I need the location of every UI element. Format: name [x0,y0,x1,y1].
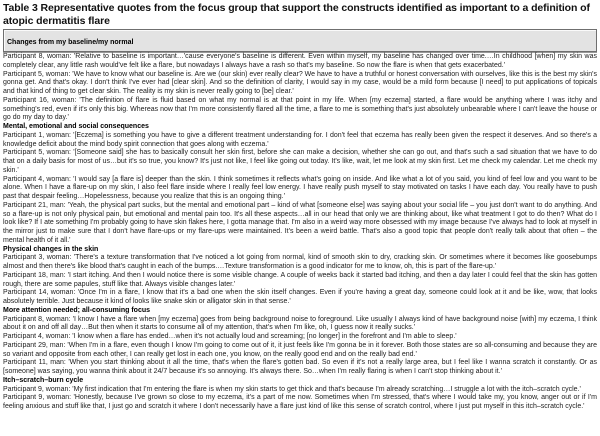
participant-quote: Participant 29, man: 'When I'm in a flare, even though I know I'm going to come out of it, it just feels like I'm gonna be in it forever. Both those states are so all-consuming and because they are so variant and opposite from each other, I can really get lost in each one, you know, on the really good end and on the really bad end.' [3,341,597,358]
section-heading: Mental, emotional and social consequences [3,123,149,130]
table-title: Table 3 Representative quotes from the focus group that support the constructs identified as important to a definition of atopic dermatitis flare [3,2,590,27]
participant-quote: Participant 1, woman: '[Eczema] is something you have to give a different treatment understanding for. I don't feel that eczema has really been given the respect it deserves. And so there's a knowledge deficit about the mind body spirit connection that goes along with eczema.' [3,131,597,148]
section-heading: Physical changes in the skin [3,245,99,253]
participant-quote: Participant 11, man: 'When you start thinking about it all the time, that's when the flare's gotten bad. So even if it's not a really large area, but I feel like I wanna scratch it constantly. Or as [someone] was saying, you wanna think about it 24/7 because it's so annoying. It's always there. So…when I'm really flaring is when I can't stop thinking about it.' [3,359,597,375]
participant-quote: Participant 8, woman: 'I know I have a flare when [my eczema] goes from being background noise to foreground. Like usually I always kind of have background noise [with] my eczema, I think about it on and off all day…But then when it starts to consume all of my attention, that's when I'm like, oh, I guess now it really sucks.' [3,315,597,332]
table-header-row [3,29,597,52]
participant-quote: Participant 5, woman: 'We have to know what our baseline is. Are we (our skin) ever really clear? We have to have a truthful or honest conversation with ourselves, like this is the best my skin's gonna get. And that's okay. I don't think I've ever had [clear skin]. And so the definition of clarity, I would say in my case, would be a mild form because [I need] to put applications of topicals and that kind of thing to get clear skin. The reality is my skin is never really going to [be] clear.' [3,70,597,95]
participant-quote: Participant 4, woman: 'I would say [a flare is] deeper than the skin. I think sometimes it reflects what's going on inside. And like what a lot of you said, you kind of feel low and you want to be alone. When I have a flare-up on my skin, I also feel flare inside where I really feel low energy. I have really push myself to stay motivated on tasks I have each day. You really have to push past that despair feeling…Hopelessness, because you realize that this is an ongoing thing.' [3,175,597,200]
table-header-label: Changes from my baseline/my normal [7,39,134,46]
participant-quote: Participant 14, woman: 'Once I'm in a flare, I know that it's a bad one when the skin itself changes. Even if you're having a great day, someone could look at it and be like, wow, that looks absolutely terrible. Just because it kind of looks like snake skin or alligator skin in that sense.' [3,289,597,305]
participant-quote: Participant 3, woman: 'There's a texture transformation that I've noticed a lot going from normal, kind of smooth skin to dry, cracking skin. Or sometimes where it becomes like goosebumps almost and then there's like blood that's caught in each of the bumps.…Texture transformation is a good indicator for me to know, oh, this is part of the flare-up.' [3,254,597,270]
participant-quote: Participant 5, woman: '[Someone said] she has to basically consult her skin first, before she can make a decision, whether she can go out, and that's such a sad situation that we have to do that on a daily basis for most of us…but it's so true, you know? It's just not like, I feel like going out today. It's like, wait, let me look at my skin first. Let me check my calendar. Let me check my skin.' [3,149,597,174]
participant-quote: Participant 18, man: 'I start itching. And then I would notice there is some visible change. A couple of weeks back it started bad itching, and then a day later I could feel that the skin has gotten rough, there are some papules, stuff like that. Always visible changes later.' [3,271,597,288]
participant-quote: Participant 16, woman: 'The definition of flare is fluid based on what my normal is at that point in my life. When [my eczema] started, a flare would be anything where I was itchy and something's red, even if it's only this big. Whereas now that I'm more consistently flared all the time, a flare to me is something that's just absolutely unbearable where I can't leave the house or go do my day to day.' [3,96,597,122]
participant-quote: Participant 9, woman: 'Honestly, because I've grown so close to my eczema, it's a part of me now. Sometimes when I'm stressed, that's where I would take my, you know, anger out or if I'm feeling anxious and stuff like that, I just go and scratch it where I don't necessarily have a flare just kind of like this sense of scratch control, where I just put myself in this itch–scratch cycle.' [3,394,597,410]
section-heading: More attention needed; all-consuming focus [3,306,151,314]
participant-quote: Participant 8, woman: 'Relative to baseline is important…'cause everyone's baseline is different. Even within myself, my baseline has changed over time.…In childhood [when] my skin was completely clear, any little rash would've felt like a flare, but nowadays I always have a rash so that's my baseline. So now the flare is when that gets exacerbated.' [3,53,597,69]
section-heading: Itch–scratch–burn cycle [3,376,84,384]
participant-quote: Participant 4, woman: 'I know when a flare has ended…when it's not actually loud and screaming; [no longer] in the forefront and I'm able to sleep.' [3,333,457,340]
participant-quote: Participant 9, woman: 'My first indication that I'm entering the flare is when my skin starts to get thick and that's because I'm already scratching…I struggle a lot with the itch–scratch cycle.' [3,385,581,393]
participant-quote: Participant 21, man: 'Yeah, the physical part sucks, but the mental and emotional part – kind of what [someone else] was saying about your social life – you just don't want to do anything. And so a flare-up is not only physical pain, but emotional and mental pain too. It's all these aspects…all in our head that only we are thinking about, like what treatment I got to do then? What do I look like? If I ate something I'm probably going to have skin flakes here, I gotta manage that. I'm also in a weird way more obsessed with my image because I've always had to look at myself in the mirror just to make sure that I don't have flare-ups or my flare-ups were maintained. It's been a weird battle. That's also a good topic that people don't really talk about that often – the mental health of it all.' [3,201,597,244]
table-body [3,53,597,412]
